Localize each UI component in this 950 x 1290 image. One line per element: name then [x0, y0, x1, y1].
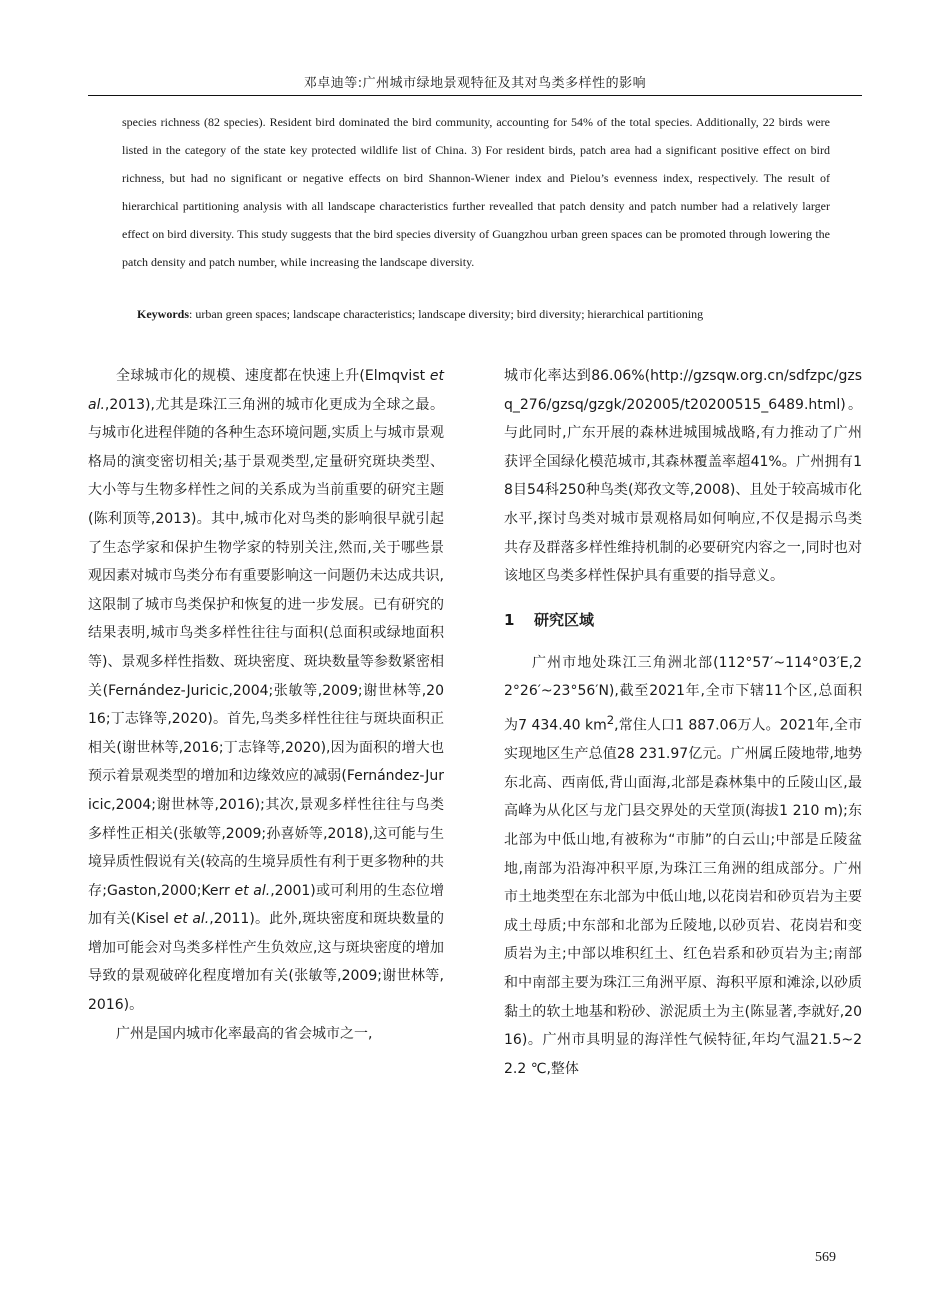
header-rule [88, 95, 862, 96]
section-heading-1 [504, 605, 862, 635]
section-number: 1 [504, 610, 515, 629]
abstract-continuation: species richness (82 species). Resident bird dominated the bird community, accounting for 54% of the total species. Additionally, 22 birds were listed in the category of the state key protected wildlife list of China. 3) For resident birds, patch area had a significant positive effect on bird richness, but had no significant or negative effects on bird Shannon-Wiener index and Pielou’s evenness index, respectively. The result of hierarchical partitioning analysis with all landscape characteristics further revealled that patch density and patch number had a relatively larger effect on bird diversity. This study suggests that the bird species diversity of Guangzhou urban green spaces can be promoted through lowering the patch density and patch number, while increasing the landscape diversity. [122, 115, 830, 269]
left-column [88, 362, 444, 1048]
page-number: 569 [815, 1250, 836, 1265]
study-area-paragraph: 广州市地处珠江三角洲北部(112°57′~114°03′E,22°26′~23°56′N),截至2021年,全市下辖11个区,总面积为7 434.40 $km^2$,常住人口1 887.06万人。2021年,全市实现地区生产总值28 231.97亿元。广州属丘陵地带,地势东北高、西南低,背山面海,北部是森林集中的丘陵山区,最高峰为从化区与龙门县交界处的天堂顶(海拔1 210 m);东北部为中低山地,有被称为“市肺”的白云山;中部是丘陵盆地,南部为沿海冲积平原,为珠江三角洲的组成部分。广州市土地类型在东北部为中低山地,以花岗岩和砂页岩为主要成土母质;中东部和北部为丘陵地,以砂页岩、花岗岩和变质岩为主;中部以堆积红土、红色岩系和砂页岩为主;南部和中南部主要为珠江三角洲平原、海积平原和滩涂,以砂质黏土的软土地基和粉砂、淤泥质土为主(陈显著,李就好,2016)。广州市具明显的海洋性气候特征,年均气温21.5~22.2 ℃,整体 [504, 654, 862, 1077]
source-url: http://gzsqw.org.cn/sdfzpc/gzsq_276/gzsq/gzgk/202005/t20200515_6489.html [504, 368, 862, 413]
keywords-line: Keywords: urban green spaces; landscape characteristics; landscape diversity; bird diversity; hierarchical partitioning [137, 307, 704, 321]
keywords-text: urban green spaces; landscape characteristics; landscape diversity; bird diversity; hierarchical partitioning [195, 307, 704, 321]
section-title: 研究区域 [534, 610, 595, 629]
intro-paragraph-2-cont: 城市化率达到86.06%(http://gzsqw.org.cn/sdfzpc/gzsq_276/gzsq/gzgk/202005/t20200515_6489.html)。与此同时,广东开展的森林进城围城战略,有力推动了广州获评全国绿化模范城市,其森林覆盖率超41%。广州拥有18目54科250种鸟类(郑孜文等,2008)、且处于较高城市化水平,探讨鸟类对城市景观格局如何响应,不仅是揭示鸟类共存及群落多样性维持机制的必要研究内容之一,同时也对该地区鸟类多样性保护具有重要的指导意义。 [504, 368, 862, 585]
intro-paragraph-2-start: 广州是国内城市化率最高的省会城市之一, [116, 1025, 373, 1042]
running-head: 邓卓迪等:广州城市绿地景观特征及其对鸟类多样性的影响 [303, 76, 647, 91]
keywords-label: Keywords [137, 307, 189, 321]
intro-paragraph-1: 全球城市化的规模、速度都在快速上升(Elmqvist et al.,2013),尤其是珠江三角洲的城市化更成为全球之最。与城市化进程伴随的各种生态环境问题,实质上与城市景观格局的演变密切相关;基于景观类型,定量研究斑块类型、大小等与生物多样性之间的关系成为当前重要的研究主题(陈利顶等,2013)。其中,城市化对鸟类的影响很早就引起了生态学家和保护生物学家的特别关注,然而,关于哪些景观因素对城市鸟类分布有重要影响这一问题仍未达成共识,这限制了城市鸟类保护和恢复的进一步发展。已有研究的结果表明,城市鸟类多样性往往与面积(总面积或绿地面积等)、景观多样性指数、斑块密度、斑块数量等参数紧密相关(Fernández-Juricic,2004;张敏等,2009;谢世林等,2016;丁志锋等,2020)。首先,鸟类多样性往往与斑块面积正相关(谢世林等,2016;丁志锋等,2020),因为面积的增大也预示着景观类型的增加和边缘效应的减弱(Fernández-Juricic,2004;谢世林等,2016);其次,景观多样性往往与鸟类多样性正相关(张敏等,2009;孙喜娇等,2018),这可能与生境异质性假说有关(较高的生境异质性有利于更多物种的共存;Gaston,2000;Kerr et al.,2001)或可利用的生态位增加有关(Kisel et al.,2011)。此外,斑块密度和斑块数量的增加可能会对鸟类多样性产生负效应,这与斑块密度的增加导致的景观破碎化程度增加有关(张敏等,2009;谢世林等,2016)。 [88, 368, 444, 1014]
right-column [504, 362, 862, 1083]
